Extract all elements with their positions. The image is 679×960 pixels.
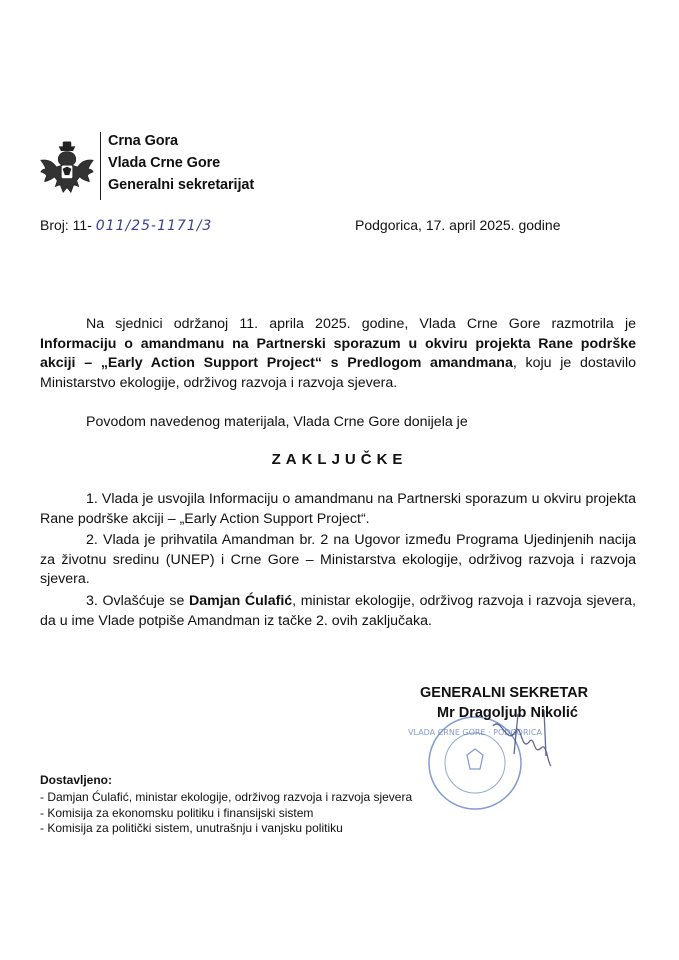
- document-date: Podgorica, 17. april 2025. godine: [355, 217, 561, 233]
- signatory-title: GENERALNI SEKRETAR: [420, 685, 589, 701]
- coat-of-arms-icon: [38, 140, 96, 198]
- header-country: Crna Gora: [108, 133, 179, 149]
- reference-prefix: Broj: 11-: [40, 217, 92, 233]
- signatory-name: Mr Dragoljub Nikolić: [437, 705, 578, 721]
- header-secretariat: Generalni sekretarijat: [108, 177, 255, 193]
- conclusions-heading: ZAKLJUČKE: [271, 451, 408, 468]
- list-item: - Komisija za ekonomsku politiku i finansijski sistem: [40, 805, 314, 820]
- conclusion-3-person: Damjan Ćulafić: [188, 593, 293, 609]
- signature-icon: [488, 706, 568, 766]
- conclusion-2: 2. Vlada je prihvatila Amandman br. 2 na Ugovor između Programa Ujedinjenih nacija za životnu sredinu (UNEP) i Crne Gore – Ministarstva ekologije, održivog razvoja i razvoja sjevera.: [40, 532, 636, 587]
- intro-text-1: Na sjednici održanoj 11. aprila 2025. godine, Vlada Crne Gore razmotrila je: [86, 316, 636, 332]
- stamp-text: VLADA CRNE GORE · PODGORICA: [408, 728, 542, 737]
- conclusion-3-text-2: , ministar ekologije, održivog razvoja i razvoja sjevera, da u ime Vlade potpiše Amandman iz tačke 2. ovih zaključaka.: [40, 593, 637, 629]
- conclusion-3: [40, 592, 636, 631]
- handwritten-reference: 011/25-1171/3: [95, 218, 213, 234]
- list-item: - Komisija za politički sistem, unutrašnju i vanjsku politiku: [40, 821, 343, 835]
- conclusion-1: 1. Vlada je usvojila Informaciju o amandmanu na Partnerski sporazum u okviru projekta Rane podrške akciji – „Early Action Support Project“.: [40, 491, 636, 527]
- reference-number: [40, 217, 212, 234]
- list-item: - Damjan Ćulafić, ministar ekologije, održivog razvoja i razvoja sjevera: [40, 790, 413, 804]
- intro-paragraph: [40, 315, 636, 393]
- header-divider: [100, 132, 101, 200]
- header-government: Vlada Crne Gore: [108, 155, 221, 171]
- conclusion-3-text-1: 3. Ovlašćuje se: [86, 593, 189, 609]
- intro-text-2: , koju je dostavilo Ministarstvo ekologije, održivog razvoja i razvoja sjevera.: [40, 355, 636, 391]
- intro-subject: Informaciju o amandmanu na Partnerski sporazum u okviru projekta Rane podrške akciji – „Early Action Support Project“ s Predlogom amandmana: [40, 335, 636, 371]
- distribution-list: [40, 790, 412, 837]
- decision-paragraph: Povodom navedenog materijala, Vlada Crne Gore donijela je: [86, 414, 468, 430]
- distribution-label: Dostavljeno:: [40, 773, 113, 787]
